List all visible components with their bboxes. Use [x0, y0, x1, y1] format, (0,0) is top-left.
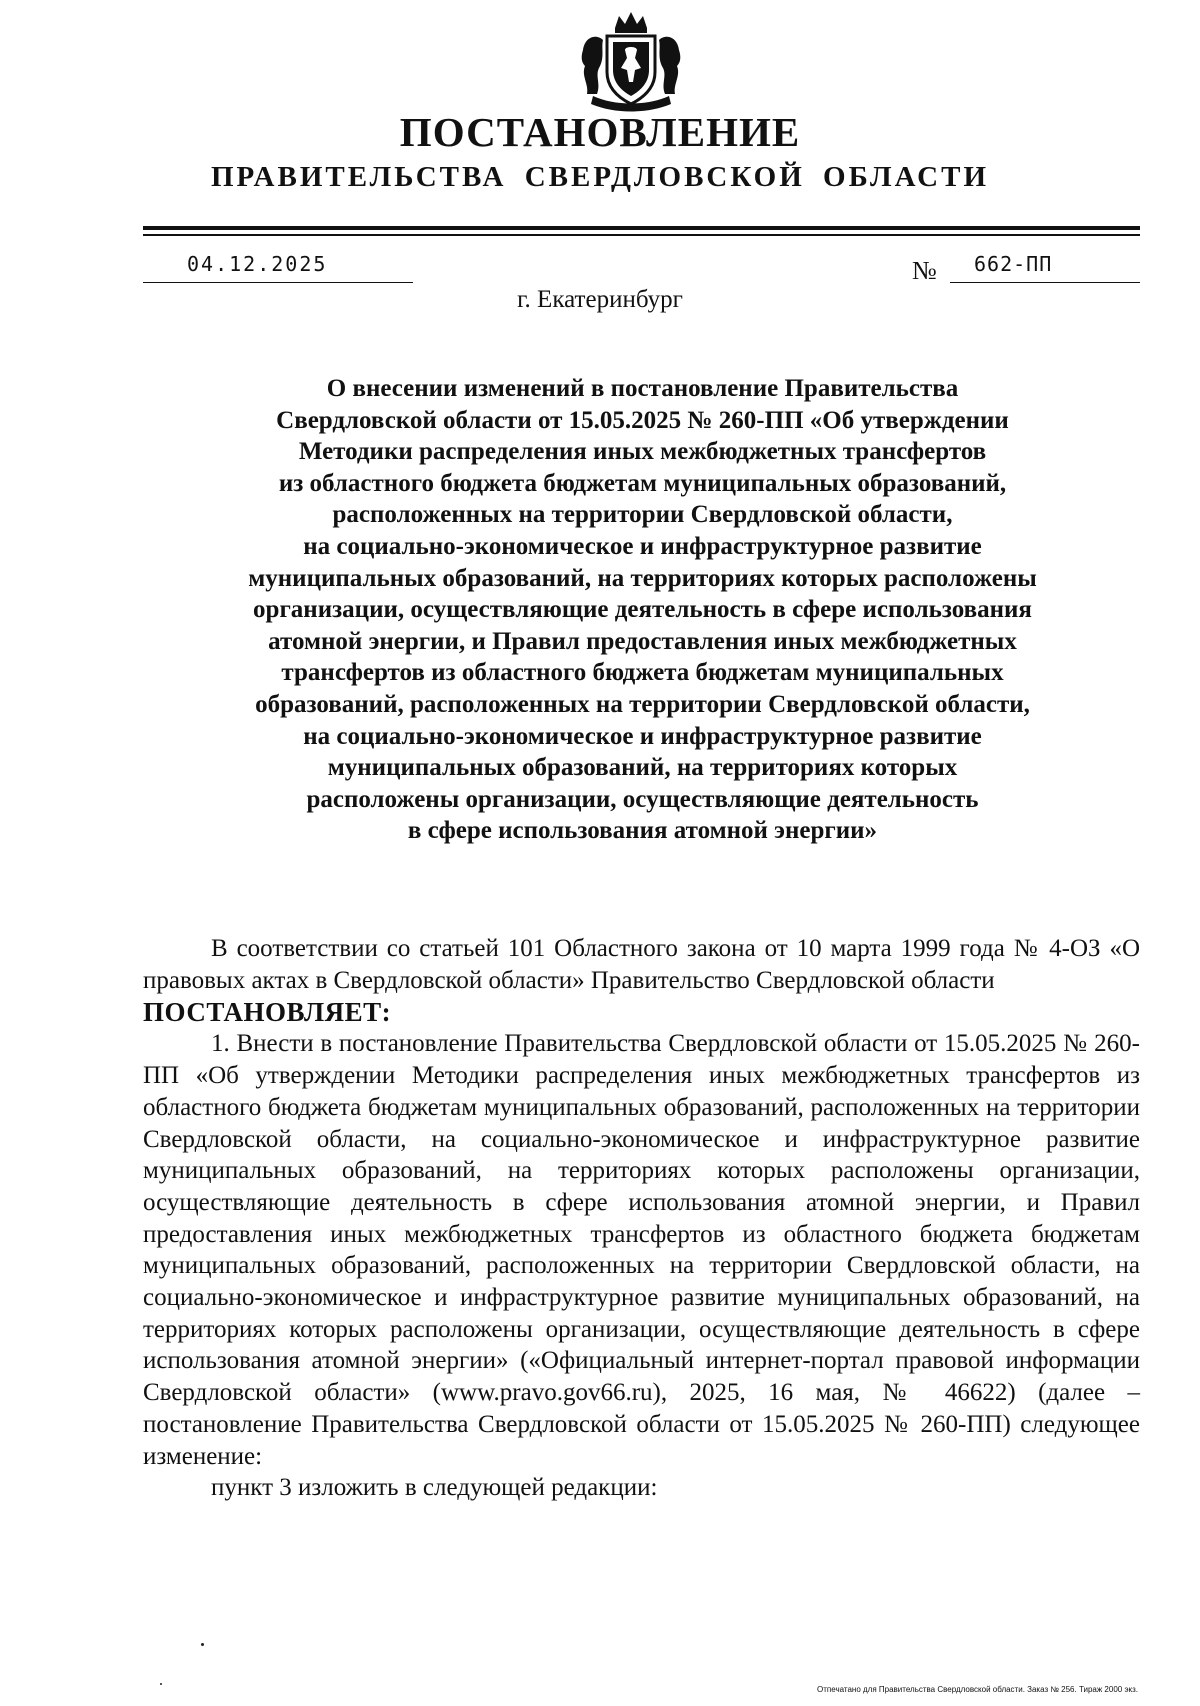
title-line: трансфертов из областного бюджета бюджетам муниципальных: [281, 659, 1004, 687]
date-field: [143, 250, 413, 283]
title-line: О внесении изменений в постановление Правительства: [326, 375, 959, 402]
issuer-heading: ПРАВИТЕЛЬСТВА СВЕРДЛОВСКОЙ ОБЛАСТИ: [210, 161, 990, 193]
scan-speck: [160, 1683, 162, 1685]
date-value: 04.12.2025: [187, 252, 328, 276]
title-line: Свердловской области от 15.05.2025 № 260-ПП «Об утверждении: [276, 406, 1009, 434]
print-note: Отпечатано для Правительства Свердловской области. Заказ № 256. Тираж 2000 экз.: [817, 1685, 1138, 1694]
item-1-paragraph: 1. Внести в постановление Правительства Свердловской области от 15.05.2025 № 260-ПП «Об утверждении Методики распределения иных межбюджетных трансфертов из областного бюджета бюджетам муниципальных образований, расположенных на территории Свердловской области, на социально-экономическое и инфраструктурное развитие муниципальных образований, на территориях которых расположены организации, осуществляющие деятельность в сфере использования атомной энергии, и Правил предоставления иных межбюджетных трансфертов из областного бюджета бюджетам муниципальных образований, расположенных на территории Свердловской области, на социально-экономическое и инфраструктурное развитие муниципальных образований, на территориях которых расположены организации, осуществляющие деятельность в сфере использования атомной энергии» («Официальный интернет-портал правовой информации Свердловской области» (www.pravo.gov66.ru), 2025, 16 мая, № 46622) (далее – постановление Правительства Свердловской области от 15.05.2025 № 260-ПП) следующее изменение:: [143, 1030, 1140, 1470]
title-line: расположены организации, осуществляющие деятельность: [306, 785, 979, 813]
title-line: в сфере использования атомной энергии»: [407, 817, 878, 845]
title-line: муниципальных образований, на территориях которых расположены: [248, 564, 1037, 592]
title-line: из областного бюджета бюджетам муниципальных образований,: [278, 469, 1007, 497]
title-line: расположенных на территории Свердловской области,: [332, 501, 953, 529]
decree-word: ПОСТАНОВЛЯЕТ:: [143, 997, 392, 1028]
number-field: [950, 250, 1140, 283]
header-divider-thick: [143, 226, 1140, 230]
document-type-heading: ПОСТАНОВЛЕНИЕ: [399, 109, 801, 155]
number-sign: №: [912, 256, 937, 285]
header-divider-thin: [143, 234, 1140, 236]
city-line: г. Екатеринбург: [517, 286, 683, 313]
title-line: на социально-экономическое и инфраструктурное развитие: [303, 532, 982, 560]
title-line: муниципальных образований, на территориях которых: [327, 754, 958, 782]
number-value: 662-ПП: [974, 252, 1053, 276]
title-line: на социально-экономическое и инфраструктурное развитие: [303, 722, 982, 750]
subitem-paragraph: пункт 3 изложить в следующей редакции:: [211, 1474, 658, 1502]
title-line: образований, расположенных на территории Свердловской области,: [255, 690, 1030, 718]
title-line: Методики распределения иных межбюджетных трансфертов: [298, 438, 987, 466]
scan-speck: [201, 1643, 204, 1646]
document-title: [150, 373, 1135, 847]
title-line: атомной энергии, и Правил предоставления иных межбюджетных: [268, 627, 1017, 655]
coat-of-arms-icon: [575, 10, 687, 114]
title-line: организации, осуществляющие деятельность в сфере использования: [253, 596, 1032, 624]
preamble-paragraph: В соответствии со статьей 101 Областного закона от 10 марта 1999 года № 4-ОЗ «О правовых актах в Свердловской области» Правительство Свердловской области: [143, 935, 1140, 994]
document-body: [143, 933, 1140, 1504]
